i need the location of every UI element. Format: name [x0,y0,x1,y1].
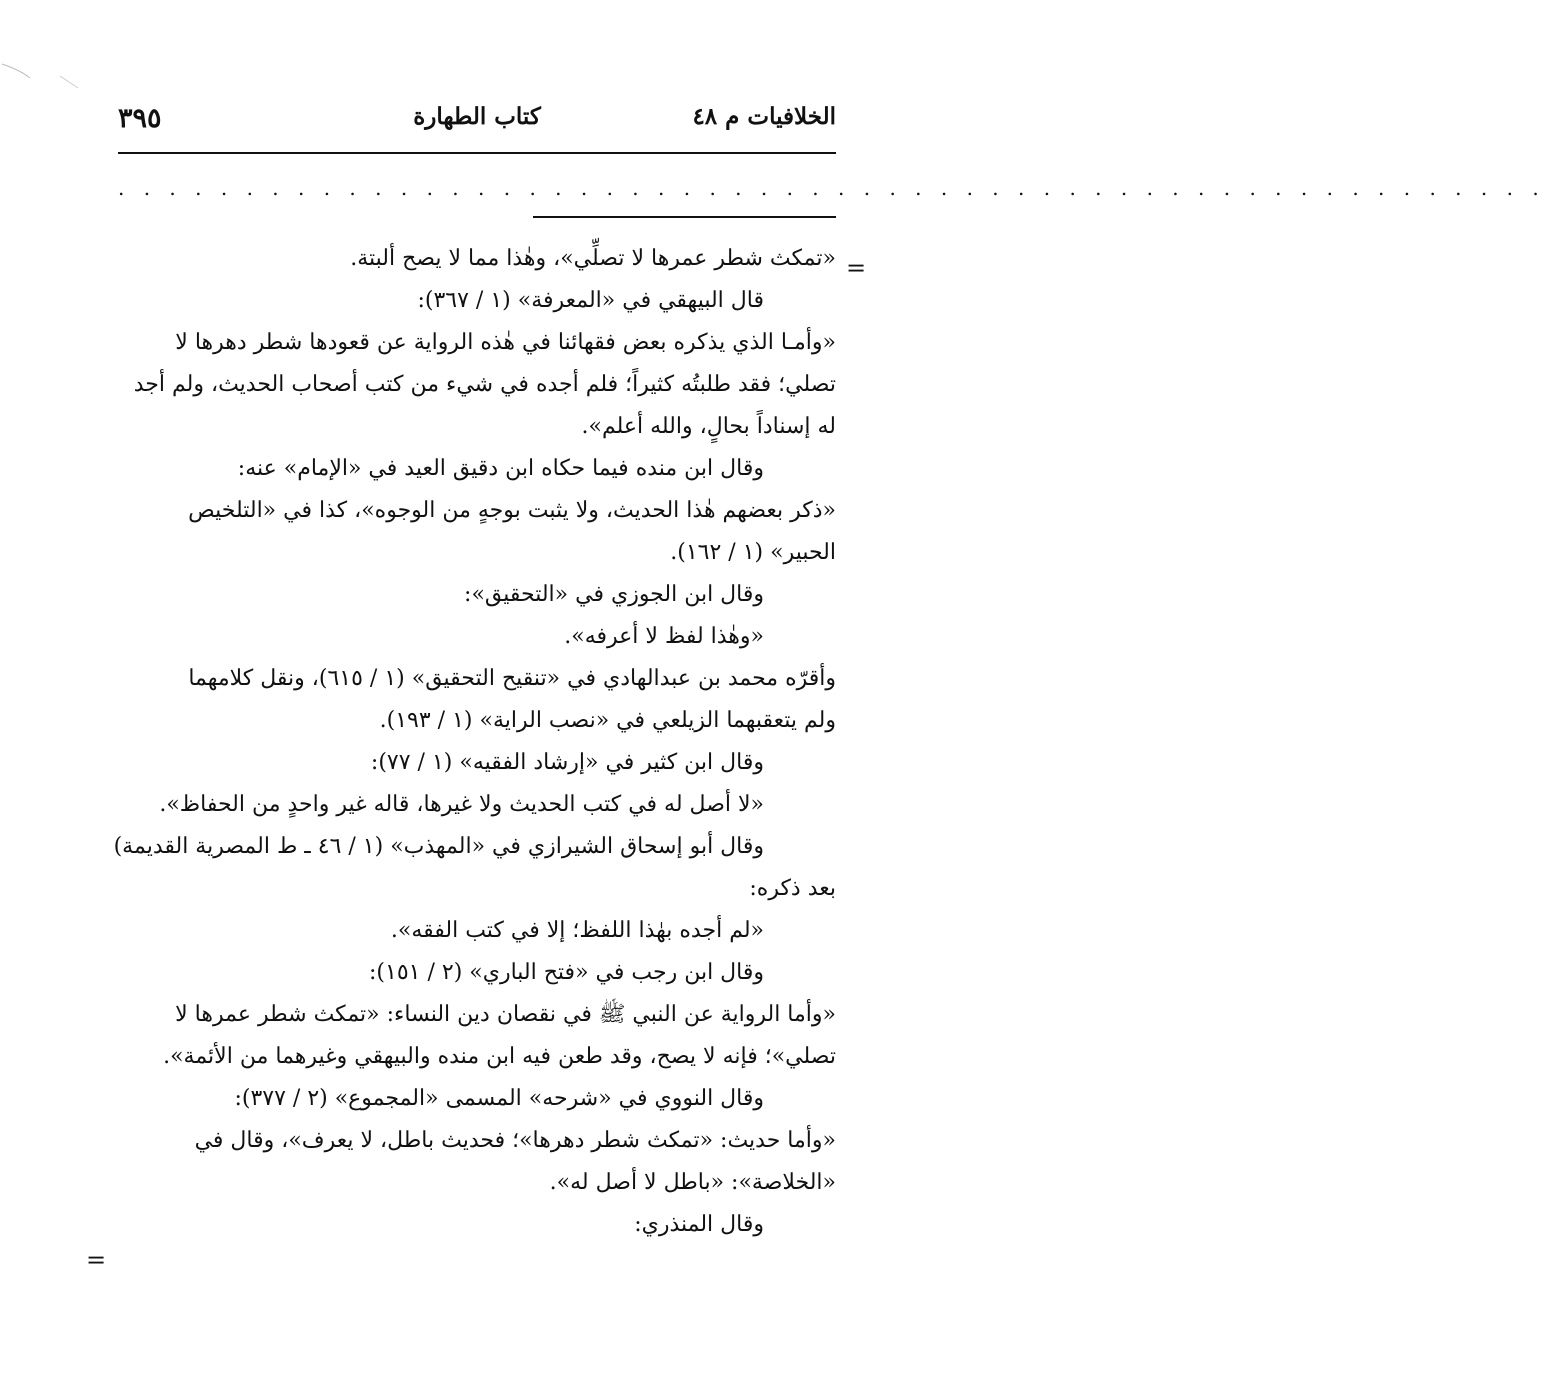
text-line: وقال أبو إسحاق الشيرازي في «المهذب» (١ / ٤٦ ـ ط المصرية القديمة) [113,834,764,859]
scan-artifact-mark [0,60,90,90]
continuation-marker-bottom: = [86,1246,107,1274]
text-line: قال البيهقي في «المعرفة» (١ / ٣٦٧): [417,288,764,313]
text-line: وقال ابن الجوزي في «التحقيق»: [464,582,764,607]
footnote-rule [533,216,836,218]
header-chapter-title: كتاب الطهارة [413,103,541,130]
text-line: وقال ابن منده فيما حكاه ابن دقيق العيد في «الإمام» عنه: [237,456,764,481]
page-number: ٣٩٥ [118,103,162,134]
text-line: «تمكث شطر عمرها لا تصلِّي»، وهٰذا مما لا يصح ألبتة. [350,246,836,271]
text-line: الحبير» (١ / ١٦٢). [670,540,836,565]
text-line: «الخلاصة»: «باطل لا أصل له». [549,1170,836,1195]
text-line: ولم يتعقبهما الزيلعي في «نصب الراية» (١ / ١٩٣). [379,708,836,733]
continuation-marker-top: = [846,254,867,282]
text-line: «لم أجده بهٰذا اللفظ؛ إلا في كتب الفقه». [390,918,764,943]
separator-dots: . . . . . . . . . . . . . . . . . . . . . . . . . . . . . . . . . . . . . . . . . . . . . . . . . . . . . . . . [118,176,1545,200]
text-line: تصلي»؛ فإنه لا يصح، وقد طعن فيه ابن منده والبيهقي وغيرهما من الأئمة». [163,1044,836,1069]
text-line: وقال النووي في «شرحه» المسمى «المجموع» (٢ / ٣٧٧): [234,1086,764,1111]
text-line: «وأما الرواية عن النبي ﷺ في نقصان دين النساء: «تمكث شطر عمرها لا [175,1002,836,1027]
text-line: له إسناداً بحالٍ، والله أعلم». [581,414,836,439]
footnote-body [113,238,836,1246]
text-line: «وأما حديث: «تمكث شطر دهرها»؛ فحديث باطل، لا يعرف»، وقال في [194,1128,836,1153]
text-line: وقال المنذري: [634,1212,764,1237]
running-header [118,103,836,143]
text-line: «وأمـا الذي يذكره بعض فقهائنا في هٰذه الرواية عن قعودها شطر دهرها لا [175,330,836,355]
text-line: وأقرّه محمد بن عبدالهادي في «تنقيح التحقيق» (١ / ٦١٥)، ونقل كلامهما [188,666,836,691]
text-line: وقال ابن رجب في «فتح الباري» (٢ / ١٥١): [369,960,764,985]
text-line: «وهٰذا لفظ لا أعرفه». [564,624,764,649]
text-line: وقال ابن كثير في «إرشاد الفقيه» (١ / ٧٧): [370,750,764,775]
text-line: بعد ذكره: [749,876,836,901]
header-rule [118,152,836,154]
text-line: «لا أصل له في كتب الحديث ولا غيرها، قاله غير واحدٍ من الحفاظ». [159,792,764,817]
text-line: تصلي؛ فقد طلبتُه كثيراً؛ فلم أجده في شيء من كتب أصحاب الحديث، ولم أجد [133,372,836,397]
text-line: «ذكر بعضهم هٰذا الحديث، ولا يثبت بوجهٍ من الوجوه»، كذا في «التلخيص [188,498,836,523]
header-book-volume: الخلافيات م ٤٨ [692,103,836,130]
